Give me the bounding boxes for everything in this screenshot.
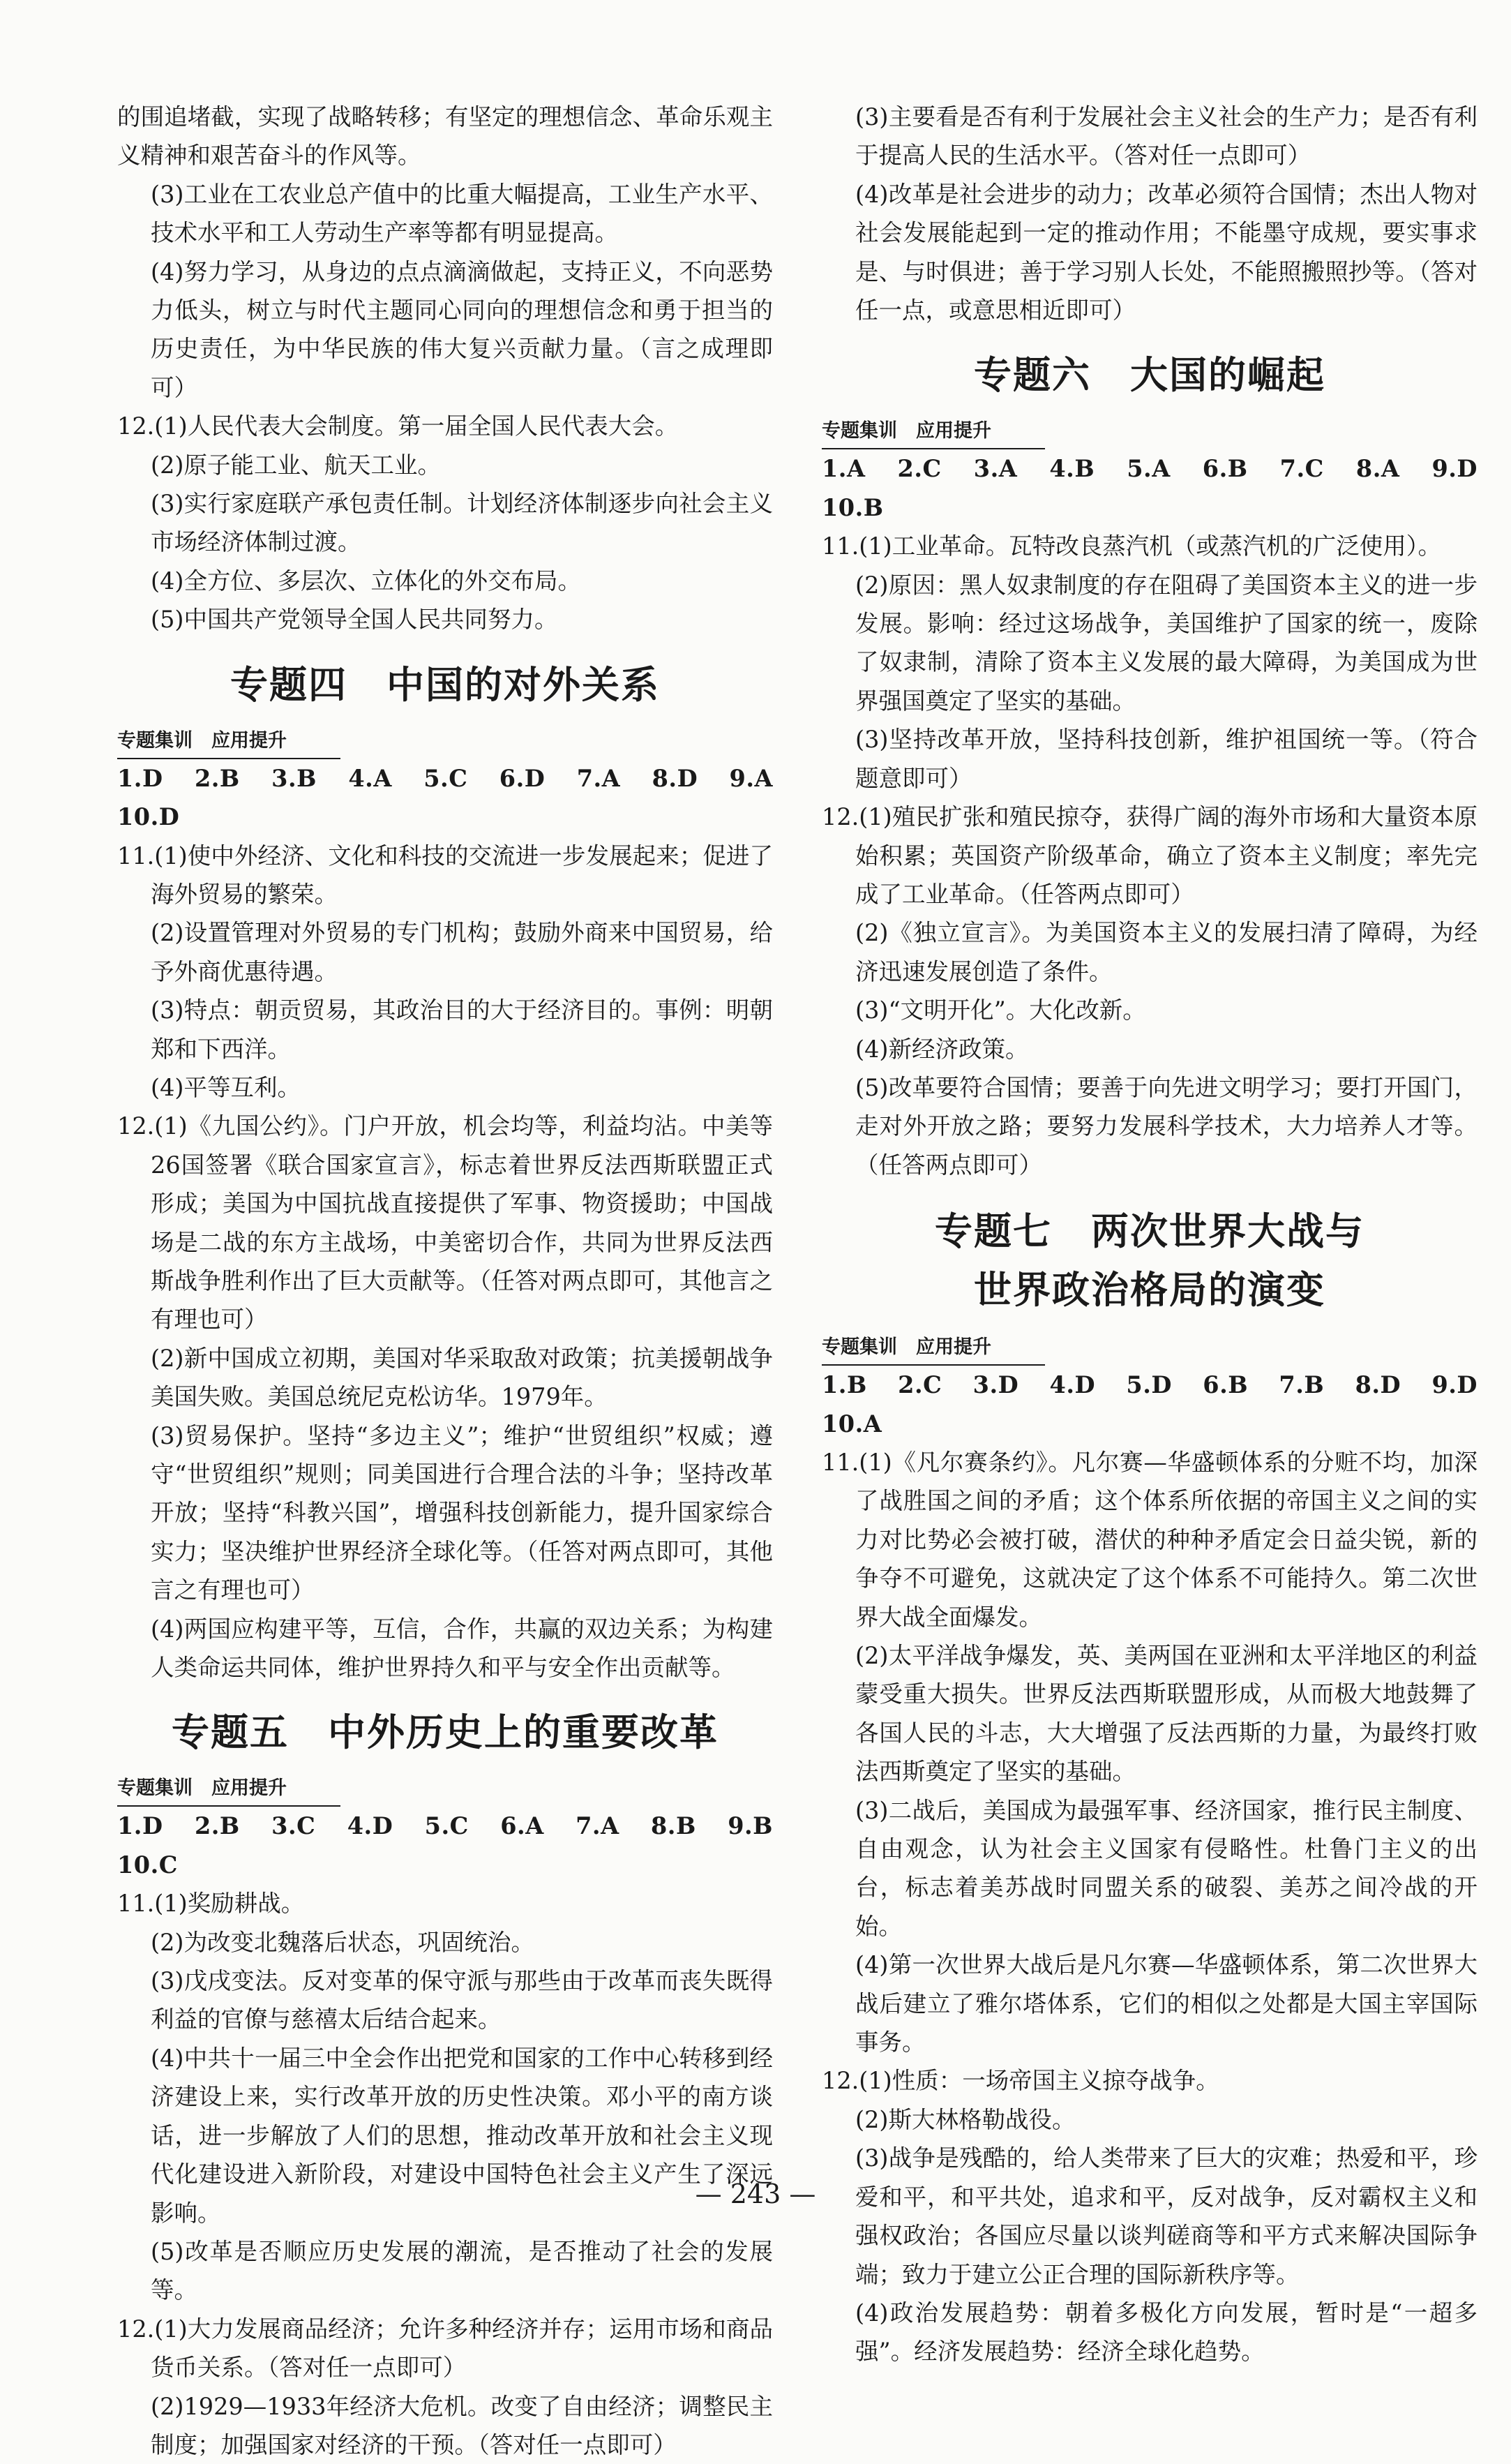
answer-line: (3)“文明开化”。大化改新。 <box>855 996 1146 1024</box>
answer-line: (4)两国应构建平等，互信，合作，共赢的双边关系；为构建人类命运共同体，维护世界持久和平与安全作出贡献等。 <box>151 1615 773 1682</box>
topic-heading-line1: 专题七 两次世界大战与 <box>935 1209 1365 1254</box>
mc-answers: 1.D 2.B 3.C 4.D 5.C 6.A 7.A 8.B 9.B 10.C <box>117 1812 797 1879</box>
answer-line: (5)改革是否顺应历史发展的潮流，是否推动了社会的发展等。 <box>151 2237 773 2304</box>
answer-line: (4)新经济政策。 <box>855 1035 1029 1063</box>
right-column <box>822 98 1501 2371</box>
answer-line: 11.(1)《凡尔赛条约》。凡尔赛—华盛顿体系的分赃不均，加深了战胜国之间的矛盾；这个体系所依据的帝国主义之间的实力对比势必会被打破，潜伏的种种矛盾定会日益尖锐，新的争夺不可避免，这就决定了这个体系不可能持久。第二次世界大战全面爆发。 <box>822 1448 1478 1631</box>
answer-line: 11.(1)工业革命。瓦特改良蒸汽机（或蒸汽机的广泛使用）。 <box>822 532 1441 560</box>
topic-heading: 专题五 中外历史上的重要改革 <box>172 1710 719 1755</box>
answer-line: (4)平等互利。 <box>151 1073 301 1101</box>
answer-line: (3)实行家庭联产承包责任制。计划经济体制逐步向社会主义市场经济体制过渡。 <box>151 490 773 556</box>
answer-line: (4)第一次世界大战后是凡尔赛—华盛顿体系，第二次世界大战后建立了雅尔塔体系，它们的相似之处都是大国主宰国际事务。 <box>855 1951 1478 2056</box>
answer-line: 的围追堵截，实现了战略转移；有坚定的理想信念、革命乐观主义精神和艰苦奋斗的作风等。 <box>117 103 773 170</box>
answer-line: (3)主要看是否有利于发展社会主义社会的生产力；是否有利于提高人民的生活水平。（答对任一点即可） <box>855 103 1478 170</box>
answer-line: 12.(1)人民代表大会制度。第一届全国人民代表大会。 <box>117 412 679 440</box>
answer-line: (3)工业在工农业总产值中的比重大幅提高，工业生产水平、技术水平和工人劳动生产率等都有明显提高。 <box>151 180 773 247</box>
subheading-text: 专题集训 应用提升 <box>822 420 991 442</box>
answer-line: (3)战争是残酷的，给人类带来了巨大的灾难；热爱和平，珍爱和平，和平共处，追求和平，反对战争，反对霸权主义和强权政治；各国应尽量以谈判磋商等和平方式来解决国际争端；致力于建立公正合理的国际新秩序等。 <box>855 2144 1478 2288</box>
left-column <box>117 98 797 2464</box>
answer-line: (4)全方位、多层次、立体化的外交布局。 <box>151 567 581 595</box>
mc-answers: 1.B 2.C 3.D 4.D 5.D 6.B 7.B 8.D 9.D 10.A <box>822 1371 1501 1438</box>
answer-line: (4)政治发展趋势：朝着多极化方向发展，暂时是“一超多强”。经济发展趋势：经济全球化趋势。 <box>855 2299 1478 2366</box>
topic-heading <box>822 1202 1478 1320</box>
answer-line: (4)中共十一届三中全会作出把党和国家的工作中心转移到经济建设上来，实行改革开放的历史性决策。邓小平的南方谈话，进一步解放了人们的思想，推动改革开放和社会主义现代化建设进入新阶段，对建设中国特色社会主义产生了深远影响。 <box>151 2044 773 2227</box>
answer-line: 12.(1)《九国公约》。门户开放，机会均等，利益均沾。中美等26国签署《联合国家宣言》，标志着世界反法西斯联盟正式形成；美国为中国抗战直接提供了军事、物资援助；中国战场是二战的东方主战场，中美密切合作，共同为世界反法西斯战争胜利作出了巨大贡献等。（任答对两点即可，其他言之有理也可） <box>117 1112 773 1334</box>
answer-line: (3)特点：朝贡贸易，其政治目的大于经济目的。事例：明朝郑和下西洋。 <box>151 996 773 1063</box>
answer-line: 12.(1)性质：一场帝国主义掠夺战争。 <box>822 2067 1219 2095</box>
mc-answers: 1.A 2.C 3.A 4.B 5.A 6.B 7.C 8.A 9.D 10.B <box>822 455 1501 521</box>
answer-line: (3)坚持改革开放，坚持科技创新，维护祖国统一等。（符合题意即可） <box>855 726 1478 792</box>
section-subheading <box>822 416 1478 449</box>
answer-line: (2)斯大林格勒战役。 <box>855 2105 1076 2133</box>
answer-line: (5)改革要符合国情；要善于向先进文明学习；要打开国门，走对外开放之路；要努力发展科学技术，大力培养人才等。（任答两点即可） <box>855 1073 1478 1179</box>
answer-line: (2)《独立宣言》。为美国资本主义的发展扫清了障碍，为经济迅速发展创造了条件。 <box>855 919 1478 985</box>
answer-line: (2)原子能工业、航天工业。 <box>151 451 441 479</box>
answer-line: (3)戊戌变法。反对变革的保守派与那些由于改革而丧失既得利益的官僚与慈禧太后结合起来。 <box>151 1967 773 2033</box>
section-subheading <box>117 726 773 759</box>
subheading-text: 专题集训 应用提升 <box>117 729 287 752</box>
page-number: — 243 — <box>695 2179 816 2209</box>
answer-line: (2)为改变北魏落后状态，巩固统治。 <box>151 1928 534 1956</box>
answer-line: (3)贸易保护。坚持“多边主义”；维护“世贸组织”权威；遵守“世贸组织”规则；同美国进行合理合法的斗争；坚持改革开放；坚持“科教兴国”，增强科技创新能力，提升国家综合实力；坚决维护世界经济全球化等。（任答对两点即可，其他言之有理也可） <box>151 1421 773 1604</box>
answer-line: (2)设置管理对外贸易的专门机构；鼓励外商来中国贸易，给予外商优惠待遇。 <box>151 919 773 985</box>
section-subheading <box>117 1773 773 1807</box>
subheading-text: 专题集训 应用提升 <box>117 1777 287 1800</box>
answer-line: 12.(1)殖民扩张和殖民掠夺，获得广阔的海外市场和大量资本原始积累；英国资产阶级革命，确立了资本主义制度；率先完成了工业革命。（任答两点即可） <box>822 803 1478 908</box>
answer-line: (4)努力学习，从身边的点点滴滴做起，支持正义，不向恶势力低头，树立与时代主题同心同向的理想信念和勇于担当的历史责任，为中华民族的伟大复兴贡献力量。（言之成理即可） <box>151 257 773 401</box>
answer-line: (2)1929—1933年经济大危机。改变了自由经济；调整民主制度；加强国家对经济的干预。（答对任一点即可） <box>151 2392 773 2458</box>
answer-line: (2)太平洋战争爆发，英、美两国在亚洲和太平洋地区的利益蒙受重大损失。世界反法西斯联盟形成，从而极大地鼓舞了各国人民的斗志，大大增强了反法西斯的力量，为最终打败法西斯奠定了坚实的基础。 <box>855 1642 1478 1786</box>
section-subheading <box>822 1332 1478 1366</box>
answer-line: (2)新中国成立初期，美国对华采取敌对政策；抗美援朝战争美国失败。美国总统尼克松访华。1979年。 <box>151 1344 773 1411</box>
topic-heading-line2: 世界政治格局的演变 <box>974 1268 1325 1313</box>
answer-line: (5)中国共产党领导全国人民共同努力。 <box>151 606 558 634</box>
answer-line: 11.(1)奖励耕战。 <box>117 1890 305 1918</box>
answer-line: (4)改革是社会进步的动力；改革必须符合国情；杰出人物对社会发展能起到一定的推动作用；不能墨守成规，要实事求是、与时俱进；善于学习别人长处，不能照搬照抄等。（答对任一点，或意思相近即可） <box>855 180 1478 324</box>
answer-line: (3)二战后，美国成为最强军事、经济国家，推行民主制度、自由观念，认为社会主义国家有侵略性。杜鲁门主义的出台，标志着美苏战时同盟关系的破裂、美苏之间冷战的开始。 <box>855 1796 1478 1940</box>
topic-heading: 专题六 大国的崛起 <box>974 353 1325 398</box>
mc-answers: 1.D 2.B 3.B 4.A 5.C 6.D 7.A 8.D 9.A 10.D <box>117 764 797 831</box>
answer-line: 12.(1)大力发展商品经济；允许多种经济并存；运用市场和商品货币关系。（答对任一点即可） <box>117 2315 773 2382</box>
subheading-text: 专题集训 应用提升 <box>822 1336 991 1359</box>
answer-line: (2)原因：黑人奴隶制度的存在阻碍了美国资本主义的进一步发展。影响：经过这场战争，美国维护了国家的统一，废除了奴隶制，清除了资本主义发展的最大障碍，为美国成为世界强国奠定了坚实的基础。 <box>855 571 1478 715</box>
answer-line: 11.(1)使中外经济、文化和科技的交流进一步发展起来；促进了海外贸易的繁荣。 <box>117 842 773 908</box>
topic-heading: 专题四 中国的对外关系 <box>230 662 660 707</box>
